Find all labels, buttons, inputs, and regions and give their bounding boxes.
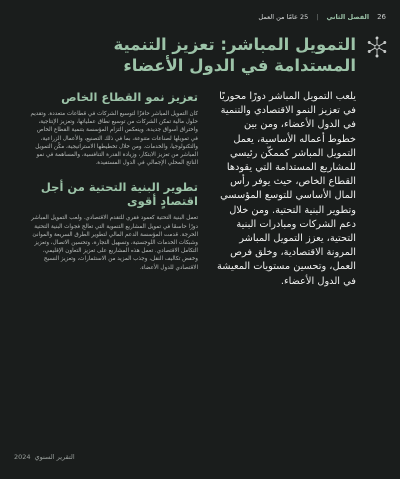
lead-paragraph: يلعب التمويل المباشر دورًا محوريًا في تعزيز النمو الاقتصادي والتنمية في الدول الأعضاء، ومن بين خطوط أعماله الأساسية، يعمل التمويل المباشر كممكّن رئيسي للمشاريع المستدامة التي يقودها القطاع الخاص، حيث يوفر رأس المال الأساسي للتوسع المؤسسي وتطوير البنية التحتية. ومن خلال دعم الشركات ومبادرات البنية التحتية، يعزز التمويل المباشر المرونة الاقتصادية، وخلق فرص العمل، وتحسين مستويات المعيشة في الدول الأعضاء. (217, 91, 356, 287)
footer-year: 2024 (14, 453, 31, 461)
page-header (14, 9, 386, 25)
section-body: كان التمويل المباشر حافزًا لتوسيع الشركات في قطاعات متعددة. وتقديم حلول مالية تمكن الشركات من توسيع نطاق عملياتها، وتعزيز الإنتاجية، واختراق أسواق جديدة. وينعكس التزام المؤسسة بتنمية القطاع الخاص في تمويلها لصناعات متنوعة، بما في ذلك التصنيع، والأعمال الزراعية، والتكنولوجيا، والخدمات. ومن خلال تخطيطها الاستراتيجية، مكّن التمويل المباشر من تعزيز الابتكار، وزيادة القدرة التنافسية، والمساهمة في نمو الناتج المحلي الإجمالي في الدول المستفيدة. (30, 111, 198, 167)
footer-report-label: التقرير السنوي (34, 453, 75, 461)
chapter-label: الفصل الثاني (326, 13, 370, 21)
section-title: تعزيز نمو القطاع الخاص (61, 90, 198, 104)
sections-column (30, 90, 198, 272)
section-body: تعمل البنية التحتية كعمود فقري للتقدم الاقتصادي. ولعب التمويل المباشر دورًا حاسمًا في تمويل المشاريع التنموية التي تعالج فجوات البنية التحتية الحرجة. قدمت المؤسسة الدعم المالي لتطوير الطرق السريعة والموانئ وشبكات الخدمات اللوجستية، وتسهيل التجارة، وتحسين الاتصال، وتعزيز التكامل الاقتصادي. تعمل هذه المشاريع على تعزيز التعاون الإقليمي، وخفض تكاليف النقل، وجذب المزيد من الاستثمارات، وتعزيز النسيج الاقتصادي للدول الأعضاء. (31, 215, 198, 271)
lead-column (213, 90, 356, 289)
section-label: 25 عامًا من العمل (258, 13, 309, 21)
section-private-sector (30, 90, 198, 167)
section-title: تطوير البنية التحتية من أجل اقتصادٍ أقوى (40, 180, 198, 209)
page-title: التمويل المباشر: تعزيز التنمية المستدامة في الدول الأعضاء (113, 35, 356, 75)
page-footer (14, 453, 75, 461)
page-number: 26 (377, 13, 386, 21)
section-infrastructure (30, 180, 198, 271)
snowflake-emblem-icon (366, 36, 388, 58)
header-separator: | (316, 13, 319, 21)
